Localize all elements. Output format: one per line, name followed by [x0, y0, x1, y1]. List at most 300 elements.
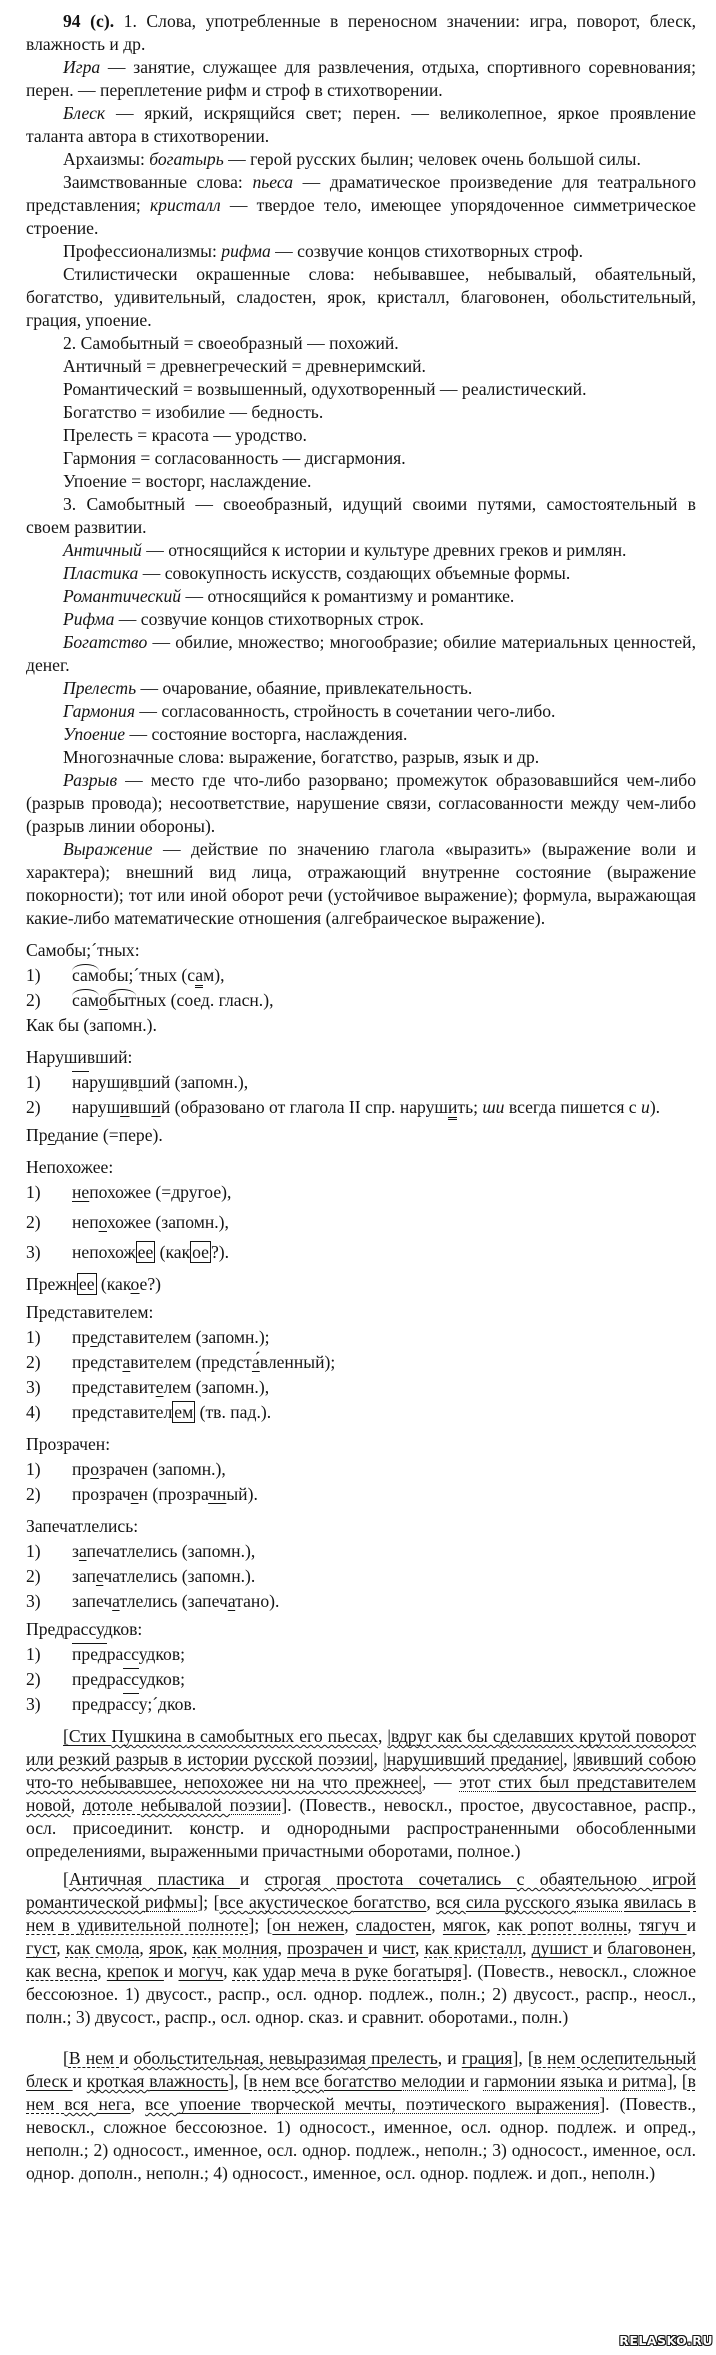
list-item [26, 1376, 696, 1399]
text-segment: тлелись (запеч [119, 1591, 228, 1611]
list-marker: 1) [26, 1327, 41, 1347]
text-segment: в нем [26, 1892, 696, 1935]
text-segment: ее [78, 1274, 95, 1294]
text-line [26, 1046, 696, 1069]
text-segment: богатырь [149, 149, 224, 169]
list-item-text [72, 1241, 696, 1264]
text-segment: сам [72, 990, 99, 1010]
text-segment: Блеск [63, 103, 106, 123]
text-segment: богатство [323, 2071, 402, 2091]
text-segment: сс [123, 1669, 139, 1689]
text-segment: (как [155, 1242, 191, 1262]
list-item-text [72, 1590, 696, 1613]
text-segment: [ [527, 2048, 534, 2068]
text-segment: а [227, 1591, 236, 1611]
paragraph [26, 56, 696, 102]
text-segment: в удивительной полноте [61, 1915, 249, 1935]
text-line [26, 1618, 696, 1641]
text-segment: чатлелись (запомн.). [103, 1566, 256, 1586]
text-segment: 2. Самобытный = своеобразный — похожий. [63, 333, 399, 353]
text-segment: ть; [457, 1097, 483, 1117]
list-item-text [72, 1401, 696, 1424]
text-segment: о [130, 1274, 140, 1294]
paragraph [26, 838, 696, 930]
text-segment: лем (запомн.), [163, 1377, 270, 1397]
text-segment: Нарушивший: [26, 1047, 133, 1067]
text-segment: прелесть [371, 2048, 438, 2068]
text-segment: Запечатлелись: [26, 1516, 139, 1536]
text-segment: , [691, 1938, 697, 1958]
text-segment: сам [72, 965, 99, 985]
text-segment: н (прозра [138, 1484, 209, 1504]
text-segment: новой [26, 1795, 71, 1815]
paragraph [26, 2047, 696, 2185]
list-marker: 2) [26, 1566, 41, 1586]
text-line [26, 1515, 696, 1538]
paragraph [26, 10, 696, 56]
text-segment: — относящийся к романтизму и романтике. [181, 586, 515, 606]
text-segment: и [592, 1938, 608, 1958]
text-segment: вся [64, 2094, 99, 2114]
text-segment: в нем [26, 2071, 696, 2114]
text-segment: о [98, 990, 108, 1010]
text-segment: рассудков; [106, 1644, 186, 1664]
list-marker: 2) [26, 1352, 41, 1372]
text-segment: ши [482, 1097, 505, 1117]
text-segment: как смола [65, 1938, 140, 1958]
text-segment: рифмы [144, 1892, 198, 1912]
list-item-text [72, 1211, 696, 1234]
text-segment: [ [63, 2048, 69, 2068]
text-segment: представител [72, 1402, 173, 1422]
list-item [26, 1096, 696, 1119]
text-segment: ое [192, 1242, 209, 1262]
text-segment: русского [505, 1892, 576, 1912]
text-segment: предст [72, 1352, 123, 1372]
text-segment: чист [382, 1938, 416, 1958]
list-item [26, 1351, 696, 1374]
text-segment: 3. Самобытный — своеобразный, идущий своими путями, самостоятельный в своем развитии. [26, 494, 696, 537]
text-segment: вителем (предст [130, 1352, 252, 1372]
list-item [26, 1693, 696, 1716]
paragraph [26, 585, 696, 608]
text-segment: сила [465, 1892, 506, 1912]
text-segment: Романтический [63, 586, 182, 606]
text-segment: Прелесть = красота — уродство. [63, 425, 307, 445]
text-segment: и [163, 1961, 179, 1981]
paragraph [26, 631, 696, 677]
text-segment: мелодии [401, 2071, 470, 2091]
text-segment: дание (=пере). [55, 1125, 163, 1145]
text-segment: гармонии [483, 2071, 561, 2091]
text-segment: Прозрачен: [26, 1434, 111, 1454]
paragraph [26, 171, 696, 240]
list-marker: 1) [26, 1072, 41, 1092]
text-segment: грация [461, 2048, 513, 2068]
list-item-text [72, 1483, 696, 1506]
answer-document [26, 10, 696, 2185]
text-segment: всегда пишется с [504, 1097, 642, 1117]
paragraph [26, 447, 696, 470]
text-segment: е [155, 1377, 164, 1397]
paragraph [26, 240, 696, 263]
text-segment: густ [26, 1938, 57, 1958]
list-item-text [72, 1565, 696, 1588]
text-segment: прозрачен [287, 1938, 369, 1958]
text-segment: в самобытных его пьесах [186, 1726, 378, 1746]
text-segment: блеск [26, 2071, 73, 2091]
list-item [26, 964, 696, 987]
text-segment: Упоение = восторг, наслаждение. [63, 471, 312, 491]
text-segment: (Повеств., невоскл., сложное бессоюзное. 1) односост., именное, осл. однор. подлеж. и опред., неполн.; 2) односост., именное, осл. однор. подлеж., неполн.; 3) односост., именное, осл. однор. дополн., неполн.; 4) односост., именное, осл. однор. подлеж. и доп., неполн.) [26, 2094, 696, 2183]
text-segment: предра [72, 1669, 124, 1689]
text-segment: печатлелись (запомн.), [86, 1541, 256, 1561]
text-segment: и [368, 1938, 383, 1958]
text-segment: ем [174, 1402, 194, 1422]
text-segment: хожее (запомн.), [107, 1212, 229, 1232]
text-segment: — совокупность искусств, создающих объемные формы. [138, 563, 571, 583]
text-segment: как ропот волны [497, 1915, 628, 1935]
text-line [26, 939, 696, 962]
text-segment: с обаятельною [516, 1869, 653, 1889]
text-segment: нежен [297, 1915, 345, 1935]
text-segment: и [239, 1869, 265, 1889]
list-item-text [72, 1351, 696, 1374]
text-segment: поэзии [229, 1795, 282, 1815]
text-segment: , [70, 1795, 83, 1815]
text-segment: рушивший (запомн.), [89, 1072, 249, 1092]
text-segment: ], [666, 2071, 682, 2091]
text-segment: и [469, 2071, 484, 2091]
text-segment: , [522, 1938, 532, 1958]
text-segment: Заимствованные слова: [63, 172, 253, 192]
list-item-text [72, 1458, 696, 1481]
paragraph [26, 539, 696, 562]
text-segment: — очарование, обаяние, привлекательность. [136, 678, 473, 698]
list-item [26, 1565, 696, 1588]
text-segment: богатство [353, 1892, 427, 1912]
text-segment: как удар меча в руке богатыря [232, 1961, 462, 1981]
text-segment: Гармония [63, 701, 136, 721]
list-marker: 1) [26, 965, 41, 985]
text-segment: Как бы (запомн.). [26, 1015, 157, 1035]
text-segment: как весна [26, 1961, 98, 1981]
text-segment: — созвучие концов стихотворных строф. [270, 241, 584, 261]
text-segment: небывалой [140, 1795, 230, 1815]
text-segment: влажность [149, 2071, 229, 2091]
text-segment: , [377, 1726, 388, 1746]
text-segment: пластика [157, 1869, 240, 1889]
text-segment: дставителем (запомн.); [97, 1327, 270, 1347]
text-segment: Самобы;´тных: [26, 940, 140, 960]
list-item [26, 1458, 696, 1481]
text-segment: прозрач [72, 1484, 131, 1504]
text-segment: о [98, 1212, 107, 1232]
text-segment: — созвучие концов стихотворных строк. [114, 609, 424, 629]
text-segment: как кристалл [424, 1938, 523, 1958]
list-item [26, 1211, 696, 1234]
text-segment: — драматическое произведение для театрального представления; [26, 172, 697, 215]
paragraph [26, 1725, 696, 1863]
text-segment: м), [203, 965, 225, 985]
text-segment: Прежн [26, 1274, 77, 1294]
text-segment: ). [649, 1097, 661, 1117]
paragraph [26, 401, 696, 424]
text-segment: рифма [221, 241, 271, 261]
text-segment: з [72, 1541, 79, 1561]
paragraph [26, 355, 696, 378]
text-segment: — согласованность, стройность в сочетании чего-либо. [135, 701, 556, 721]
text-segment: вся [436, 1892, 466, 1912]
text-segment: — твердое тело, имеющее упорядоченное симметрическое строение. [26, 195, 696, 238]
list-marker: 3) [26, 1242, 41, 1262]
text-segment: стих [498, 1772, 540, 1792]
paragraph [26, 263, 696, 332]
text-segment: пред [72, 1644, 107, 1664]
text-segment: благовонен [607, 1938, 692, 1958]
site-watermark: RELASKO.RU [619, 2333, 713, 2348]
text-segment: [Стих [63, 1726, 112, 1746]
text-segment: Упоение [63, 724, 126, 744]
text-segment: ее [137, 1242, 154, 1262]
text-segment: , [415, 1938, 425, 1958]
text-segment: — состояние восторга, наслаждения. [125, 724, 408, 744]
text-segment: Профессионализмы: [63, 241, 222, 261]
paragraph [26, 700, 696, 723]
list-item [26, 1401, 696, 1424]
paragraph [26, 148, 696, 171]
text-segment: |явивший собою что-то небывавшее, непохожее ни на что прежнее| [26, 1749, 697, 1792]
text-segment: , [139, 1938, 149, 1958]
list-marker: 2) [26, 1484, 41, 1504]
text-segment: а [195, 965, 203, 988]
paragraph [26, 677, 696, 700]
text-segment: акустическое [249, 1892, 354, 1912]
text-segment: и [119, 2048, 134, 2068]
list-item [26, 1241, 696, 1264]
text-segment: в нем [249, 2071, 296, 2091]
text-line [26, 1301, 696, 1324]
text-segment: [ [243, 2071, 250, 2091]
text-segment: Разрыв [63, 770, 118, 790]
text-segment: неп [72, 1212, 99, 1232]
text-segment: , [97, 1961, 107, 1981]
text-segment: ый). [226, 1484, 258, 1504]
text-segment: а [112, 1591, 120, 1611]
list-item-text [72, 964, 696, 987]
text-segment: ярок [148, 1938, 184, 1958]
text-segment: он [272, 1915, 298, 1935]
list-item-text [72, 1668, 696, 1691]
text-segment: [ [681, 2071, 688, 2091]
text-segment: Пластика [63, 563, 139, 583]
text-segment: ]; [248, 1915, 267, 1935]
text-segment: нега [98, 2094, 131, 2114]
text-segment: чн [208, 1484, 227, 1504]
text-segment: — место где что-либо разорвано; промежуток образовавшийся чем-либо (разрыв провода); несоответствие, нарушение связи, согласованности между чем-либо (разрыв линии обороны). [26, 770, 696, 836]
text-segment: быт [107, 990, 137, 1010]
text-segment: похожее (=другое), [89, 1182, 232, 1202]
text-segment: на [72, 1072, 90, 1092]
text-segment: ]; [197, 1892, 214, 1912]
text-segment: а́ [251, 1352, 260, 1372]
list-item [26, 1326, 696, 1349]
text-line [26, 1273, 696, 1296]
list-item-text [72, 1693, 696, 1716]
text-segment: в нем [533, 2048, 581, 2068]
paragraph [26, 424, 696, 447]
text-segment: , [183, 1938, 193, 1958]
text-segment: зрачен (запомн.), [99, 1459, 226, 1479]
text-segment: (как [96, 1274, 131, 1294]
list-item-text [72, 1181, 696, 1204]
text-segment: языка [575, 1892, 624, 1912]
text-segment: и [448, 1097, 457, 1120]
text-segment: предра [72, 1694, 124, 1714]
paragraph [26, 378, 696, 401]
text-segment: е [90, 1327, 98, 1347]
text-segment: кроткая [86, 2071, 150, 2091]
text-segment: й (образовано от глагола II спр. наруш [160, 1097, 448, 1117]
text-line [26, 1124, 696, 1147]
paragraph [26, 769, 696, 838]
text-segment: 1. Слова, употребленные в переносном значении: игра, поворот, блеск, влажность и др. [26, 11, 696, 54]
text-segment: ?). [211, 1242, 230, 1262]
text-segment: и [151, 1097, 161, 1117]
text-segment: Античный = древнегреческий = древнеримский. [63, 356, 426, 376]
text-segment: у;´дков. [138, 1694, 197, 1714]
text-segment: , [130, 2094, 146, 2114]
text-segment: [ [266, 1915, 273, 1935]
text-segment: вленный); [259, 1352, 336, 1372]
text-segment: вш ˆ [130, 1097, 152, 1117]
text-segment: пр [72, 1459, 91, 1479]
list-item [26, 1483, 696, 1506]
text-segment: и [641, 1097, 650, 1117]
text-segment: не [72, 1182, 90, 1202]
text-segment: , [426, 1892, 437, 1912]
text-segment: все [295, 2071, 324, 2091]
list-marker: 3) [26, 1694, 41, 1714]
text-segment: наруш [72, 1097, 121, 1117]
text-segment: кристалл [149, 195, 221, 215]
text-segment: дотоле [82, 1795, 141, 1815]
text-segment: простота [336, 1869, 419, 1889]
text-segment: упоение [179, 2094, 251, 2114]
text-segment: Предрассудков: [26, 1619, 143, 1639]
list-item [26, 1590, 696, 1613]
text-segment: , [344, 1915, 356, 1935]
text-segment: а [78, 1541, 87, 1561]
paragraph [26, 1868, 696, 2029]
text-segment: ], [512, 2048, 528, 2068]
list-item-text [72, 1096, 696, 1119]
text-segment: (Повеств., невоскл., простое, двусоставное, распр., осл. присоединит. констр. и однородными распространенными обособленными определениями, выраженными причастными оборотами, полное.) [26, 1795, 697, 1861]
text-segment: тано). [235, 1591, 280, 1611]
text-segment: — занятие, служащее для развлечения, отдыха, спортивного соревнования; перен. — переплетение рифм и строф в стихотворении. [26, 57, 696, 100]
text-segment: ]. [281, 1795, 300, 1815]
text-segment: игрой [652, 1869, 697, 1889]
list-marker: 1) [26, 1459, 41, 1479]
text-segment: представит [72, 1377, 156, 1397]
text-segment: , — [421, 1772, 460, 1792]
text-segment: ных (соед. гласн.), [136, 990, 274, 1010]
text-segment: , [277, 1938, 288, 1958]
text-segment: , [373, 1749, 384, 1769]
list-item [26, 989, 696, 1012]
text-segment: е [130, 1484, 139, 1504]
list-item-text [72, 1643, 696, 1666]
text-segment: тягуч [638, 1915, 687, 1935]
text-segment: (Повеств., невоскл., сложное бессоюзное. 1) двусост., распр., осл. однор. подлеж., полн.; 2) двусост., распр., неосл., полн.; 3) двусост., распр., осл. однор. сказ. и сравнит. оборотами., полн.) [26, 1961, 697, 2027]
text-segment: творческой мечты, поэтического выражения [250, 2094, 600, 2114]
text-segment: запеч [72, 1591, 113, 1611]
list-marker: 3) [26, 1377, 41, 1397]
list-item-text [72, 1071, 696, 1094]
list-item-text [72, 1376, 696, 1399]
list-marker: 2) [26, 1669, 41, 1689]
text-segment: , [563, 1749, 574, 1769]
text-segment: — герой русских былин; человек очень большой силы. [223, 149, 641, 169]
text-segment: ]. [599, 2094, 620, 2114]
list-item-text [72, 1540, 696, 1563]
text-segment: и [72, 2071, 87, 2091]
text-segment: все [219, 1892, 249, 1912]
text-segment: — обилие, множество; многообразие; обилие материальных ценностей, денег. [26, 632, 696, 675]
text-segment: |нарушивший предание| [383, 1749, 564, 1769]
text-segment: языка и ритма [560, 2071, 667, 2091]
text-segment: , [56, 1938, 66, 1958]
text-segment: ], [228, 2071, 244, 2091]
paragraph [26, 493, 696, 539]
text-segment: ослепительный [580, 2048, 696, 2068]
list-marker: 2) [26, 1212, 41, 1232]
text-segment: пьеса [252, 172, 294, 192]
text-segment: все [145, 2094, 180, 2114]
list-marker: 4) [26, 1402, 41, 1422]
text-segment: пр [72, 1327, 91, 1347]
paragraph [26, 470, 696, 493]
text-segment: Рифма [63, 609, 115, 629]
list-marker: 2) [26, 990, 41, 1010]
text-segment: Античный [63, 540, 142, 560]
text-segment: был представителем [539, 1772, 697, 1792]
list-item [26, 1643, 696, 1666]
list-marker: 3) [26, 1591, 41, 1611]
text-segment: Архаизмы: [63, 149, 150, 169]
text-segment: строгая [264, 1869, 337, 1889]
list-item [26, 1668, 696, 1691]
text-segment: Пушкина [111, 1726, 187, 1746]
list-item-text [72, 1326, 696, 1349]
text-segment: , и [437, 2048, 462, 2068]
list-marker: 1) [26, 1541, 41, 1561]
text-line [26, 1156, 696, 1179]
text-segment: е?) [139, 1274, 162, 1294]
paragraph [26, 608, 696, 631]
text-segment: Гармония = согласованность — дисгармония. [63, 448, 406, 468]
text-segment: Прелесть [63, 678, 137, 698]
text-segment: Многозначные слова: выражение, богатство, разрыв, язык и др. [63, 747, 540, 767]
text-segment: романтической [26, 1892, 145, 1912]
text-segment: Богатство = изобилие — бедность. [63, 402, 324, 422]
text-segment: о [90, 1459, 100, 1479]
text-segment: е [95, 1566, 104, 1586]
paragraph [26, 723, 696, 746]
text-segment: сладостен [355, 1915, 432, 1935]
text-segment: Пр [26, 1125, 48, 1145]
list-marker: 1) [26, 1644, 41, 1664]
